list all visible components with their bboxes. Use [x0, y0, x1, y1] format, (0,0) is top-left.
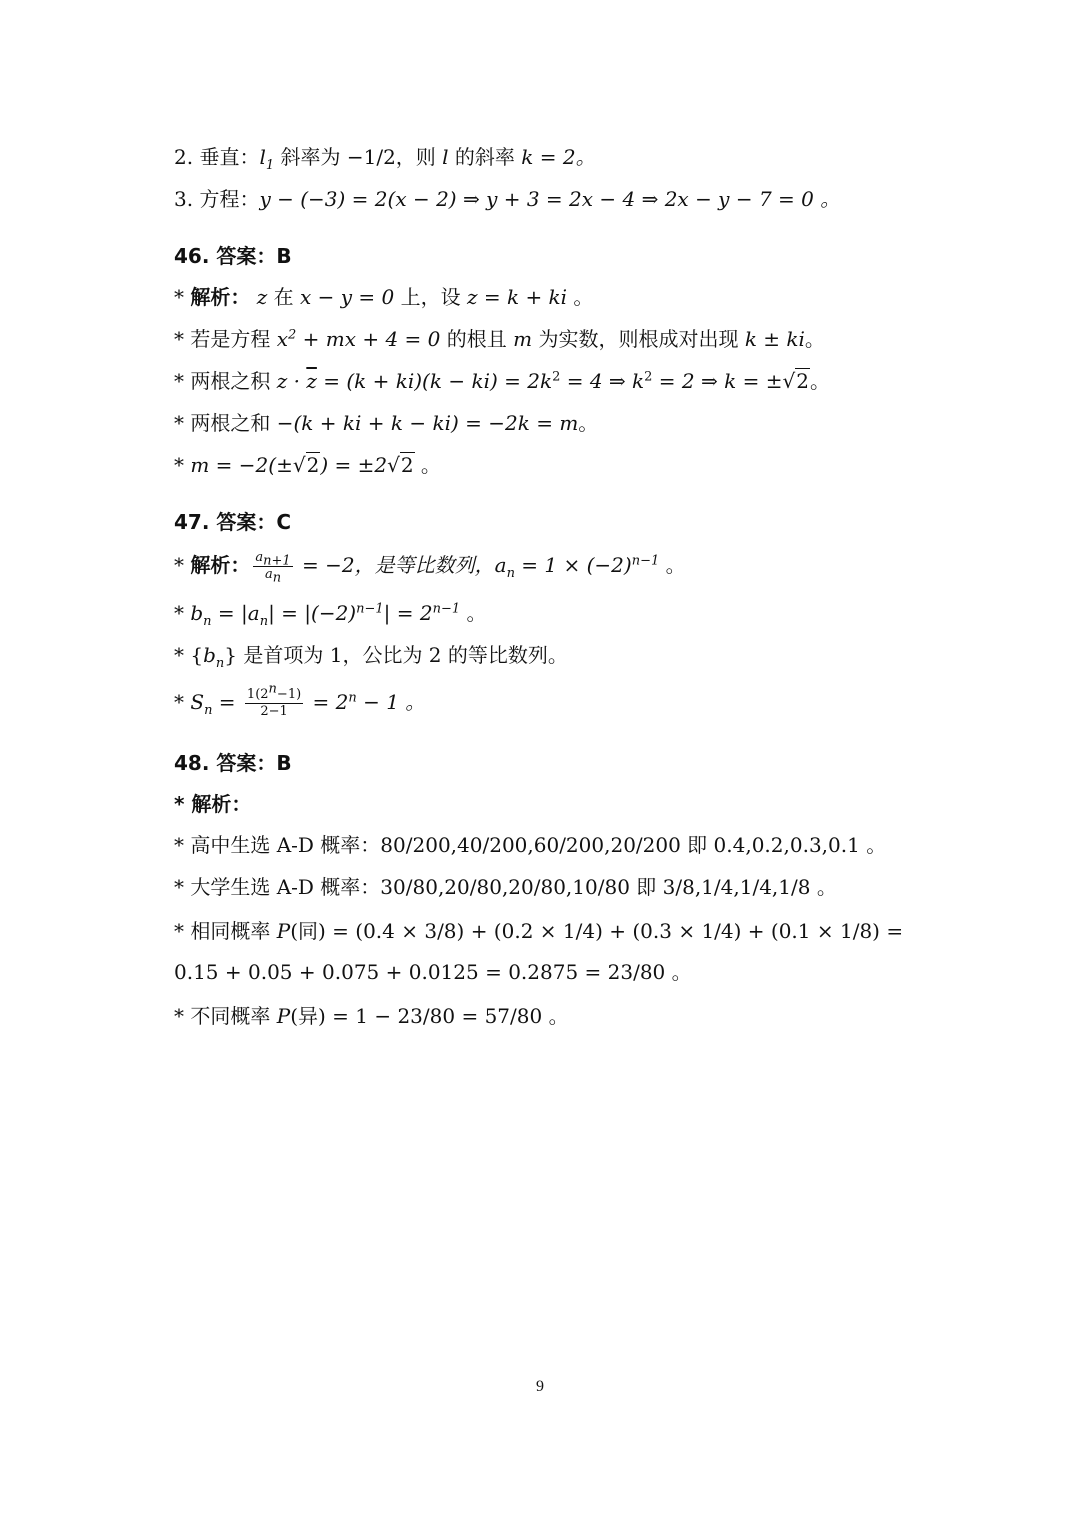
math: a [494, 553, 507, 577]
math: + mx + 4 = 0 [296, 327, 441, 351]
math: P [276, 919, 291, 943]
math-sub: n [272, 570, 282, 586]
math: ) = ±2√ [320, 453, 400, 477]
text: 的斜率 [448, 145, 522, 169]
text: 。 [804, 327, 825, 351]
math: = 2 ⇒ k = ±√ [652, 369, 796, 393]
text: * [174, 553, 191, 577]
fraction-numerator [245, 681, 303, 704]
text: * 两根之和 [174, 411, 277, 435]
text: 上，设 [394, 285, 467, 309]
fraction-numerator [253, 550, 292, 567]
math: = 4 ⇒ k [560, 369, 645, 393]
q47-line-2 [174, 599, 1040, 627]
text: * 若是方程 [174, 327, 277, 351]
math: − 1 。 [356, 690, 426, 714]
q47-heading: 47. 答案：C [174, 510, 292, 534]
math: l [259, 145, 266, 169]
q48-line-5: 0.15 + 0.05 + 0.075 + 0.0125 = 0.2875 = 23/80 。 [174, 960, 692, 984]
math: 1(2 [246, 687, 269, 702]
math: | = |(−2) [268, 601, 357, 625]
math: S [190, 690, 205, 714]
q48-heading: 48. 答案：B [174, 751, 292, 775]
text: (同) = (0.4 × 3/8) + (0.2 × 1/4) + (0.3 × 1/4) + (0.1 × 1/8) = [290, 919, 904, 943]
math: P [276, 1004, 291, 1028]
q48-line-4 [174, 917, 1040, 945]
math-sup: 2 [644, 369, 653, 385]
math-sup: n−1 [631, 553, 660, 569]
math-sub: n [506, 566, 515, 581]
q46-line-3 [174, 367, 1040, 395]
math: z · [276, 369, 307, 393]
math: = |a [211, 601, 260, 625]
radicand: 2 [306, 453, 320, 477]
math: | = 2 [383, 601, 433, 625]
math-conjugate: $\overline{z}$ [306, 369, 317, 393]
math: z = k + ki [466, 285, 568, 309]
math: = 1 × (−2) [514, 553, 632, 577]
math: a [264, 567, 273, 582]
text: 的根且 [440, 327, 514, 351]
math-sub: n [203, 614, 212, 629]
text: 2. 垂直： [174, 145, 260, 169]
fraction-denominator [263, 567, 283, 586]
math: k ± ki [744, 327, 805, 351]
math: = 2 [306, 690, 349, 714]
math: −1) [276, 687, 302, 702]
text: 为实数，则根成对出现 [532, 327, 745, 351]
q46-line-5 [174, 451, 1040, 479]
text: * 两根之积 [174, 369, 277, 393]
text: * 相同概率 [174, 919, 277, 943]
text: * [174, 453, 191, 477]
text: (异) = 1 − 23/80 = 57/80 。 [290, 1004, 569, 1028]
q46-heading: 46. 答案：B [174, 244, 292, 268]
math-sup: n−1 [356, 601, 384, 617]
math-sub: n [259, 614, 269, 629]
prev-line-3 [174, 185, 1040, 213]
q46-line-2 [174, 325, 1040, 353]
text: 。 [567, 285, 594, 309]
math-sup: n−1 [432, 601, 461, 617]
math: = (k + ki)(k − ki) = 2k [316, 369, 553, 393]
prev-line-2 [174, 143, 1040, 171]
text: 。 [659, 553, 686, 577]
label: 解析： [190, 285, 251, 309]
math: x [276, 327, 288, 351]
text: } 是首项为 1，公比为 2 的等比数列。 [224, 643, 568, 667]
q48-line-3: * 大学生选 A-D 概率：30/80,20/80,20/80,10/80 即 3/8,1/4,1/4,1/8 。 [174, 875, 837, 899]
math: m = −2(±√ [190, 453, 306, 477]
text: 。 [414, 453, 441, 477]
math: −(k + ki + k − ki) = −2k = m [276, 411, 579, 435]
math: a [255, 550, 264, 565]
text: * [174, 690, 191, 714]
math-sup: 2 [288, 327, 297, 343]
math-sub: 1 [265, 158, 275, 173]
math: x − y = 0 [299, 285, 395, 309]
text: 。 [460, 601, 487, 625]
text: = −2，是等比数列， [295, 553, 495, 577]
math: = [212, 690, 242, 714]
fraction-denominator: 2−1 [260, 704, 288, 719]
math-sub: n+1 [263, 553, 291, 569]
math-sup: n [268, 681, 277, 697]
text: 。 [578, 411, 599, 435]
math: m [513, 327, 533, 351]
q47-line-1 [174, 550, 1040, 586]
q48-line-2: * 高中生选 A-D 概率：80/200,40/200,60/200,20/200 即 0.4,0.2,0.3,0.1 。 [174, 833, 887, 857]
math: l [442, 145, 449, 169]
text: * [174, 601, 191, 625]
q48-line-1: * 解析： [174, 792, 252, 816]
fraction [245, 681, 303, 720]
math: k = 2。 [521, 145, 596, 169]
text: * { [174, 643, 204, 667]
q46-line-4 [174, 409, 1040, 437]
text: 。 [809, 369, 830, 393]
q48-line-6 [174, 1002, 1040, 1030]
math: y − (−3) = 2(x − 2) ⇒ y + 3 = 2x − 4 ⇒ 2x − y − 7 = 0 。 [259, 187, 841, 211]
math: b [190, 601, 204, 625]
fraction [253, 550, 292, 586]
q46-line-1 [174, 283, 1040, 311]
text: * 不同概率 [174, 1004, 277, 1028]
radicand: 2 [400, 453, 414, 477]
math: b [203, 643, 216, 667]
math-sub: n [215, 656, 225, 671]
text: * [174, 285, 191, 309]
math-sup: n [348, 690, 357, 706]
q47-line-4 [174, 681, 1040, 720]
page-number: 9 [536, 1378, 544, 1395]
math-sup: 2 [552, 369, 561, 385]
label: 解析： [190, 553, 251, 577]
math: z [250, 285, 268, 309]
radicand: 2 [796, 369, 809, 393]
math-sub: n [204, 703, 213, 718]
text: 斜率为 −1/2，则 [274, 145, 443, 169]
text: 在 [267, 285, 300, 309]
text: 3. 方程： [174, 187, 260, 211]
q47-line-3 [174, 641, 1040, 669]
